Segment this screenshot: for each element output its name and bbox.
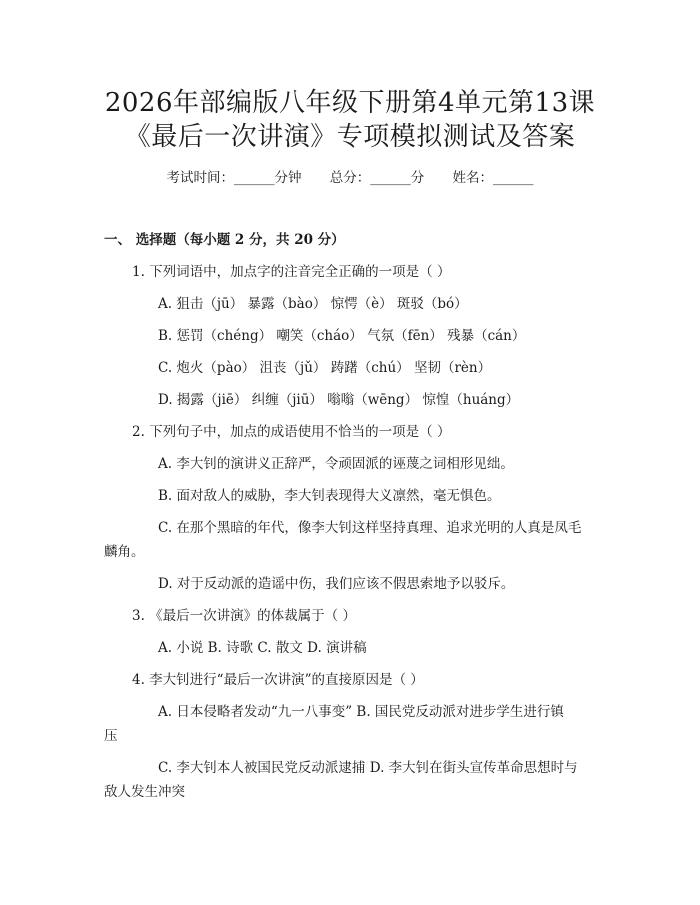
question-3-stem: 3. 《最后一次讲演》的体裁属于（ ） [132,608,356,624]
page-title-line-2: 《最后一次讲演》专项模拟测试及答案 [124,122,576,152]
question-2-option-c-continued: 麟角。 [104,544,145,560]
question-2-stem: 2. 下列句子中，加点的成语使用不恰当的一项是（ ） [132,424,451,440]
question-1-option-b[interactable]: B. 惩罚（chéng） 嘲笑（cháo） 气氛（fēn） 残暴（cán） [158,328,526,344]
page-title-line-1: 2026年部编版八年级下册第4单元第13课 [104,88,596,118]
exam-info [0,168,700,188]
question-1-stem: 1. 下列词语中，加点字的注音完全正确的一项是（ ） [132,264,451,280]
question-2-option-c[interactable]: C. 在那个黑暗的年代，像李大钊这样坚持真理、追求光明的人真是凤毛 [158,520,582,536]
total-score-field[interactable]: 总分：______分 [329,170,425,186]
question-3-options[interactable]: A. 小说 B. 诗歌 C. 散文 D. 演讲稿 [158,640,367,656]
section-heading-choice: 一、 选择题（每小题 2 分，共 20 分） [104,232,345,248]
question-2-option-b[interactable]: B. 面对敌人的威胁，李大钊表现得大义凛然，毫无惧色。 [158,488,501,504]
question-4-options-ab-continued: 压 [104,728,118,744]
question-1-option-a[interactable]: A. 狙击（jū） 暴露（bào） 惊愕（è） 斑驳（bó） [158,296,468,312]
question-4-options-cd[interactable]: C. 李大钊本人被国民党反动派逮捕 D. 李大钊在街头宣传革命思想时与 [158,760,578,776]
student-name-field[interactable]: 姓名：______ [452,170,534,186]
question-2-option-d[interactable]: D. 对于反动派的造谣中伤，我们应该不假思索地予以驳斥。 [158,576,515,592]
question-4-options-cd-continued: 敌人发生冲突 [104,784,185,800]
question-4-stem: 4. 李大钊进行“最后一次讲演”的直接原因是（ ） [132,672,424,688]
exam-time-field[interactable]: 考试时间：______分钟 [166,170,302,186]
question-2-option-a[interactable]: A. 李大钊的演讲义正辞严，令顽固派的诬蔑之词相形见绌。 [158,456,514,472]
question-1-option-c[interactable]: C. 炮火（pào） 沮丧（jǔ） 踌躇（chú） 坚韧（rèn） [158,360,492,376]
question-1-option-d[interactable]: D. 揭露（jiē） 纠缠（jiū） 嗡嗡（wēng） 惊惶（huáng） [158,392,520,408]
question-4-options-ab[interactable]: A. 日本侵略者发动“九一八事变” B. 国民党反动派对进步学生进行镇 [158,704,564,720]
